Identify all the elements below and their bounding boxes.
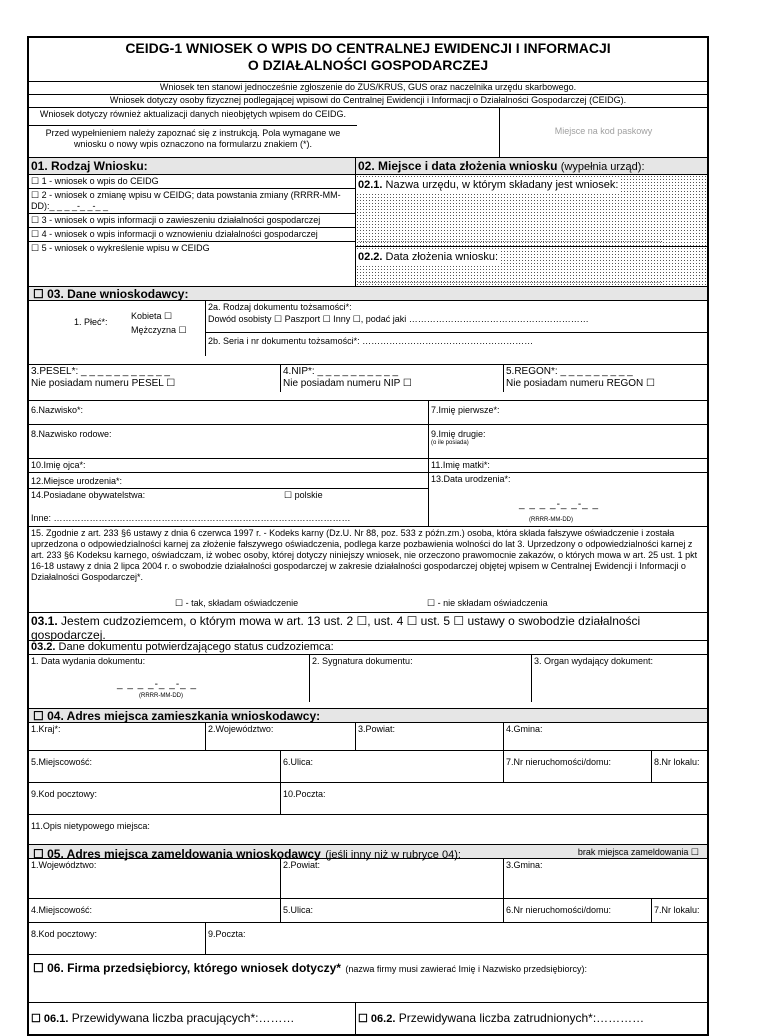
surname-row <box>29 400 707 424</box>
family-name-field[interactable]: 8.Nazwisko rodowe: <box>31 429 112 439</box>
expected-employees-label: ☐ 06.2. <box>358 1013 396 1025</box>
document-series-field[interactable]: 2b. Seria i nr dokumentu tożsamości*: ………………………………………………… <box>208 336 534 346</box>
registration-row-1 <box>29 858 707 898</box>
submission-date-field[interactable] <box>356 247 707 286</box>
second-name-field[interactable] <box>428 425 707 458</box>
office-label-text: Nazwa urzędu, w którym składany jest wniosek: <box>385 179 619 191</box>
sex-male-checkbox[interactable]: Mężczyzna ☐ <box>131 325 187 335</box>
request-type-4[interactable]: ☐ 4 - wniosek o wpis informacji o wznowieniu działalności gospodarczej <box>29 228 355 242</box>
expected-workers-label: ☐ 06.1. <box>31 1013 69 1025</box>
statement-15-text: 15. Zgodnie z art. 233 §6 ustawy z dnia 6 czerwca 1997 r. - Kodeks karny (Dz.U. Nr 88, poz. 533 z późn.zm.) osoba, która składa fałszywe oświadczenie i została uprzedzona o odpowiedzialności karnej za złożenie fałszywego oświadczenia, podlega karze pozbawienia wolności do lat 3. Uprzedzony o odpowiedzialności karnej z art. 233 §6 Kodeksu karnego, oświadczam, iż wobec osoby, której dotyczy niniejszy wniosek, nie orzeczono prawomocnie zakazów, o których mowa w art. 25 ust. 1 pkt 16-18 ustawy z dnia 2 lipca 2004 r. o swobodzie działalności gospodarczej w zakresie działalności gospodarczej objętej wpisem w Centralnej Ewidencji i Informacji o Działalności Gospodarczej*. <box>31 528 698 582</box>
registration-row-3 <box>29 922 707 954</box>
surname-field[interactable]: 6.Nazwisko*: <box>31 405 84 415</box>
header-info-row <box>29 107 707 157</box>
docstatus-text: Dane dokumentu potwierdzającego status cudzoziemca: <box>58 641 334 653</box>
postcode-field[interactable]: 9.Kod pocztowy: <box>31 789 98 799</box>
document-type-options[interactable]: Dowód osobisty ☐ Paszport ☐ Inny ☐, podać jaki …………………………………………………… <box>206 314 707 333</box>
section-03-title: ☐ 03. Dane wnioskodawcy: <box>29 286 707 300</box>
ceidg-form <box>27 36 709 1036</box>
citizenship-label: 14.Posiadane obywatelstwa: <box>31 490 146 500</box>
house-number-field[interactable]: 7.Nr nieruchomości/domu: <box>503 751 651 782</box>
polish-citizenship-checkbox[interactable]: ☐ polskie <box>284 490 323 500</box>
address-row-2 <box>29 750 707 782</box>
office-label-number: 02.1. <box>358 179 383 191</box>
header-info-left <box>29 108 357 157</box>
nip-label: 4.NIP*: _ _ _ _ _ _ _ _ _ _ <box>283 366 399 377</box>
request-type-1[interactable]: ☐ 1 - wniosek o wpis do CEIDG <box>29 175 355 189</box>
document-signature-field[interactable]: 2. Sygnatura dokumentu: <box>309 655 531 702</box>
reg-street-field[interactable]: 5.Ulica: <box>280 899 503 938</box>
statement-no-checkbox[interactable]: ☐ - nie składam oświadczenia <box>427 598 548 608</box>
section-05-title <box>29 844 707 861</box>
section-05-note: (jeśli inny niż w rubryce 04): <box>325 849 461 861</box>
nip-field[interactable] <box>280 365 503 392</box>
office-name-field[interactable] <box>356 175 707 247</box>
section-02-title-text: 02. Miejsce i data złożenia wniosku <box>358 159 558 173</box>
section-06-note: (nazwa firmy musi zawierać Imię i Nazwisko przedsiębiorcy): <box>345 964 587 974</box>
section-01-02 <box>29 157 707 286</box>
document-field <box>205 301 707 356</box>
reg-flat-number-field[interactable]: 7.Nr lokalu: <box>651 899 707 938</box>
issue-date-mask: _ _ _ _-_ _-_ _ <box>117 679 198 690</box>
foreigner-label: 03.1. <box>31 614 58 628</box>
flat-number-field[interactable]: 8.Nr lokalu: <box>651 751 707 782</box>
reg-post-office-field[interactable]: 9.Poczta: <box>205 923 707 954</box>
voivodeship-field[interactable]: 2.Województwo: <box>205 723 355 750</box>
sex-female-checkbox[interactable]: Kobieta ☐ <box>131 311 173 321</box>
request-type-2[interactable]: ☐ 2 - wniosek o zmianę wpisu w CEIDG; data powstania zmiany (RRRR-MM-DD):_ _ _ _-_ _-_ _ <box>29 189 355 214</box>
commune-field[interactable]: 4.Gmina: <box>503 723 707 750</box>
other-citizenship-field[interactable]: Inne: ……………………………………………………………………………………… <box>31 513 351 523</box>
regon-label: 5.REGON*: _ _ _ _ _ _ _ _ _ <box>506 366 633 377</box>
statement-yes-checkbox[interactable]: ☐ - tak, składam oświadczenie <box>175 598 299 608</box>
section-01 <box>29 158 355 286</box>
foreigner-row <box>29 612 707 640</box>
second-name-note: (o ile posiada) <box>431 440 469 446</box>
sex-field <box>29 301 205 356</box>
barcode-placeholder: Miejsce na kod paskowy <box>499 108 707 157</box>
pesel-label: 3.PESEL*: _ _ _ _ _ _ _ _ _ _ _ <box>31 366 170 377</box>
form-title <box>29 40 707 74</box>
office-label <box>356 179 620 192</box>
citizenship-field <box>29 489 428 526</box>
docstatus-row <box>29 640 707 654</box>
issue-date-field[interactable] <box>29 655 309 702</box>
address-row-1 <box>29 722 707 750</box>
date-label <box>356 251 500 264</box>
section-06[interactable] <box>29 954 707 1002</box>
request-type-3[interactable]: ☐ 3 - wniosek o wpis informacji o zawieszeniu działalności gospodarczej <box>29 214 355 228</box>
birthdate-format: (RRRR-MM-DD) <box>529 517 573 523</box>
first-name-field[interactable]: 7.Imię pierwsze*: <box>428 401 707 424</box>
office-dotline: ......................................................................................................................................... <box>358 235 663 244</box>
foreigner-document-row <box>29 654 707 702</box>
birthdate-label: 13.Data urodzenia*: <box>431 474 511 484</box>
date-dotline: ......................................................................................................................................... <box>358 276 663 285</box>
expected-employees-text: Przewidywana liczba zatrudnionych*:………… <box>398 1011 645 1025</box>
sex-label: 1. Płeć*: <box>74 317 108 327</box>
no-regon-checkbox[interactable]: Nie posiadam numeru REGON ☐ <box>506 378 656 389</box>
document-type-label: 2a. Rodzaj dokumentu tożsamości*: <box>208 302 352 312</box>
header-line2 <box>29 94 707 107</box>
docstatus-label: 03.2. <box>31 641 56 653</box>
date-label-number: 02.2. <box>358 251 383 263</box>
section-02-title <box>356 158 707 175</box>
pesel-field[interactable] <box>29 365 280 392</box>
family-name-row <box>29 424 707 458</box>
form-title-line2: O DZIAŁALNOŚCI GOSPODARCZEJ <box>247 57 489 73</box>
section-06-title: ☐ 06. Firma przedsiębiorcy, którego wniosek dotyczy* <box>33 961 341 975</box>
reg-house-number-field[interactable]: 6.Nr nieruchomości/domu: <box>503 899 651 938</box>
mother-name-field[interactable]: 11.Imię matki*: <box>428 459 707 472</box>
birth-row <box>29 472 707 526</box>
no-registration-checkbox[interactable]: brak miejsca zameldowania ☐ <box>577 847 699 857</box>
country-field[interactable]: 1.Kraj*: <box>31 724 61 734</box>
header-line4: Przed wypełnieniem należy zapoznać się z instrukcją. Pola wymagane we wniosku o nowy wpis oznaczono na formularzu znakiem (*). <box>45 128 341 149</box>
birth-left <box>29 473 428 526</box>
reg-commune-field[interactable]: 3.Gmina: <box>503 859 707 898</box>
form-title-line1: CEIDG-1 WNIOSEK O WPIS DO CENTRALNEJ EWIDENCJI I INFORMACJI <box>125 40 611 56</box>
section-01-title: 01. Rodzaj Wniosku: <box>29 158 355 175</box>
reg-town-field[interactable]: 4.Miejscowość: <box>31 905 93 915</box>
foreigner-text[interactable]: Jestem cudzoziemcem, o którym mowa w art. 13 ust. 2 ☐, ust. 4 ☐ ust. 5 ☐ ustawy o swobodzie działalności gospodarczej. <box>31 614 641 642</box>
section-05-title-text: ☐ 05. Adres miejsca zameldowania wnioskodawcy <box>33 847 321 861</box>
reg-county-field[interactable]: 2.Powiat: <box>280 859 503 898</box>
second-name-label: 9.Imię drugie: <box>431 429 486 439</box>
sex-document-row <box>29 300 707 356</box>
section-06-counts <box>29 1002 707 1036</box>
town-field[interactable]: 5.Miejscowość: <box>31 757 93 767</box>
father-name-field[interactable]: 10.Imię ojca*: <box>31 460 86 470</box>
issue-date-format: (RRRR-MM-DD) <box>139 693 183 699</box>
address-row-3 <box>29 782 707 814</box>
section-02-note: (wypełnia urząd): <box>560 161 645 173</box>
post-office-field[interactable]: 10.Poczta: <box>280 783 707 814</box>
statement-15 <box>29 526 707 612</box>
section-04-title: ☐ 04. Adres miejsca zamieszkania wnioskodawcy: <box>29 708 707 722</box>
header-line3: Wniosek dotyczy również aktualizacji danych nieobjętych wpisem do CEIDG. <box>29 108 357 126</box>
expected-workers-text: Przewidywana liczba pracujących*:……… <box>71 1011 295 1025</box>
county-field[interactable]: 3.Powiat: <box>355 723 503 750</box>
parents-row <box>29 458 707 472</box>
header-line1-text: Wniosek ten stanowi jednocześnie zgłoszenie do ZUS/KRUS, GUS oraz naczelnika urzędu skarbowego. <box>159 82 577 92</box>
expected-workers-field[interactable] <box>29 1003 355 1036</box>
birthplace-field[interactable]: 12.Miejsce urodzenia*: <box>29 473 428 489</box>
identifiers-row <box>29 364 707 392</box>
no-nip-checkbox[interactable]: Nie posiadam numeru NIP ☐ <box>283 378 412 389</box>
no-pesel-checkbox[interactable]: Nie posiadam numeru PESEL ☐ <box>31 378 176 389</box>
date-label-text: Data złożenia wniosku: <box>385 251 499 263</box>
issuing-authority-field[interactable]: 3. Organ wydający dokument: <box>531 655 707 702</box>
street-field[interactable]: 6.Ulica: <box>280 751 503 782</box>
section-02 <box>355 158 707 286</box>
header-line1 <box>29 81 707 94</box>
issue-date-label: 1. Data wydania dokumentu: <box>31 656 146 666</box>
birthdate-field[interactable] <box>428 473 707 526</box>
header-line2-text: Wniosek dotyczy osoby fizycznej podlegającej wpisowi do Centralnej Ewidencji i Informacji o Działalności Gospodarczej (CEIDG). <box>109 95 627 105</box>
reg-voivodeship-field[interactable]: 1.Województwo: <box>31 860 97 870</box>
regon-field[interactable] <box>503 365 707 392</box>
reg-postcode-field[interactable]: 8.Kod pocztowy: <box>31 929 98 939</box>
atypical-place-field[interactable]: 11.Opis nietypowego miejsca: <box>29 814 707 840</box>
request-type-5[interactable]: ☐ 5 - wniosek o wykreślenie wpisu w CEIDG <box>31 243 210 253</box>
birthdate-mask: _ _ _ _-_ _-_ _ <box>519 499 600 510</box>
expected-employees-field[interactable] <box>355 1003 707 1036</box>
